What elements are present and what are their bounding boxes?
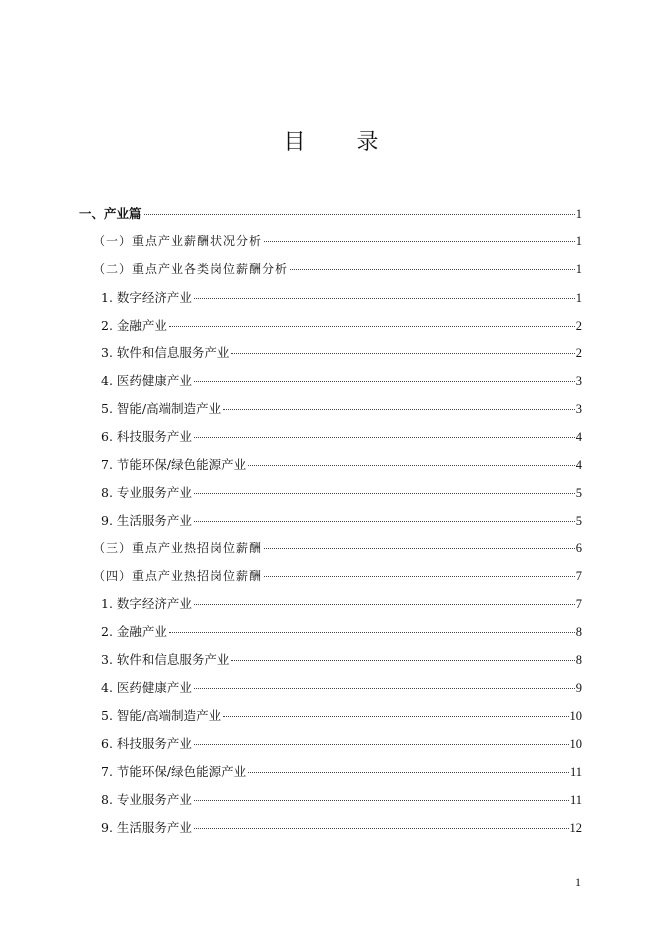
- toc-dot-leader: [194, 800, 569, 801]
- toc-entry-page: 11: [569, 764, 582, 779]
- toc-entry-label: 8. 专业服务产业: [101, 484, 192, 500]
- toc-entry[interactable]: [79, 730, 582, 758]
- toc-entry[interactable]: [79, 563, 582, 591]
- toc-dot-leader: [248, 772, 569, 773]
- toc-dot-leader: [194, 828, 569, 829]
- toc-entry-label: 一、产业篇: [79, 206, 142, 221]
- toc-entry-page: 1: [575, 233, 582, 248]
- toc-entry[interactable]: [79, 367, 582, 395]
- toc-entry-page: 2: [575, 346, 582, 361]
- toc-entry[interactable]: [79, 228, 582, 256]
- toc-entry-label: 6. 科技服务产业: [101, 429, 192, 445]
- toc-entry[interactable]: [79, 451, 582, 479]
- toc-entry[interactable]: [79, 618, 582, 646]
- toc-entry-label: （二）重点产业各类岗位薪酬分析: [93, 261, 289, 276]
- toc-entry-page: 7: [575, 597, 582, 612]
- toc-entry[interactable]: [79, 674, 582, 702]
- toc-dot-leader: [264, 241, 575, 242]
- toc-entry-label: （三）重点产业热招岗位薪酬: [93, 540, 263, 555]
- toc-entry-page: 8: [575, 625, 582, 640]
- toc-dot-leader: [194, 744, 569, 745]
- toc-entry-label: （四）重点产业热招岗位薪酬: [93, 568, 263, 583]
- toc-dot-leader: [231, 353, 574, 354]
- toc-entry-label: 2. 金融产业: [101, 317, 167, 333]
- toc-dot-leader: [290, 269, 575, 270]
- toc-entry[interactable]: [79, 786, 582, 814]
- toc-entry-label: 1. 数字经济产业: [101, 289, 192, 305]
- toc-entry-label: 5. 智能/高端制造产业: [101, 401, 222, 417]
- toc-dot-leader: [169, 632, 575, 633]
- toc-entry[interactable]: [79, 758, 582, 786]
- toc-entry-label: 4. 医药健康产业: [101, 373, 192, 389]
- toc-entry-page: 9: [575, 681, 582, 696]
- toc-entry-page: 1: [575, 207, 582, 221]
- toc-entry[interactable]: [79, 590, 582, 618]
- toc-entry[interactable]: [79, 256, 582, 284]
- toc-dot-leader: [194, 381, 575, 382]
- toc-entry-page: 10: [569, 709, 582, 724]
- toc-entry-page: 4: [575, 430, 582, 445]
- toc-dot-leader: [169, 326, 575, 327]
- toc-entry-label: 8. 专业服务产业: [101, 791, 192, 807]
- toc-dot-leader: [144, 214, 575, 215]
- toc-entry-label: 3. 软件和信息服务产业: [101, 652, 230, 668]
- toc-entry-label: 3. 软件和信息服务产业: [101, 345, 230, 361]
- toc-entry-page: 3: [575, 374, 582, 389]
- toc-entry-page: 5: [575, 485, 582, 500]
- toc-entry-label: 7. 节能环保/绿色能源产业: [101, 763, 247, 779]
- toc-dot-leader: [248, 465, 575, 466]
- page-number: 1: [575, 875, 581, 889]
- toc-dot-leader: [264, 548, 575, 549]
- toc-entry-label: 9. 生活服务产业: [101, 512, 192, 528]
- toc-entry[interactable]: [79, 200, 582, 228]
- toc-entry-page: 2: [575, 318, 582, 333]
- toc-entry[interactable]: [79, 284, 582, 312]
- toc-entry-page: 7: [575, 568, 582, 583]
- toc-dot-leader: [194, 688, 575, 689]
- toc-entry-label: 6. 科技服务产业: [101, 735, 192, 751]
- toc-dot-leader: [194, 437, 575, 438]
- toc-entry[interactable]: [79, 814, 582, 842]
- toc-dot-leader: [231, 660, 574, 661]
- page-title: 目 录: [283, 129, 401, 155]
- toc-entry-label: 1. 数字经济产业: [101, 596, 192, 612]
- toc-entry[interactable]: [79, 507, 582, 535]
- toc-entry-page: 12: [569, 820, 582, 835]
- toc-entry[interactable]: [79, 395, 582, 423]
- toc-entry-label: 7. 节能环保/绿色能源产业: [101, 457, 247, 473]
- toc-entry[interactable]: [79, 535, 582, 563]
- toc-dot-leader: [194, 298, 575, 299]
- toc-entry-page: 4: [575, 458, 582, 473]
- toc-entry-label: 2. 金融产业: [101, 624, 167, 640]
- toc-entry[interactable]: [79, 702, 582, 730]
- toc-entry[interactable]: [79, 646, 582, 674]
- toc-entry-page: 6: [575, 540, 582, 555]
- toc-entry[interactable]: [79, 312, 582, 340]
- toc-entry-page: 1: [575, 261, 582, 276]
- toc-dot-leader: [223, 716, 568, 717]
- toc-dot-leader: [194, 493, 575, 494]
- toc-entry-page: 3: [575, 402, 582, 417]
- toc-dot-leader: [264, 576, 575, 577]
- toc-entry-label: 5. 智能/高端制造产业: [101, 708, 222, 724]
- table-of-contents: [79, 200, 582, 841]
- toc-entry-page: 11: [569, 792, 582, 807]
- toc-dot-leader: [194, 604, 575, 605]
- toc-entry-label: 4. 医药健康产业: [101, 680, 192, 696]
- toc-entry[interactable]: [79, 479, 582, 507]
- toc-entry-page: 10: [569, 736, 582, 751]
- toc-entry-label: （一）重点产业薪酬状况分析: [93, 233, 263, 248]
- toc-entry[interactable]: [79, 423, 582, 451]
- toc-entry-label: 9. 生活服务产业: [101, 819, 192, 835]
- toc-entry[interactable]: [79, 339, 582, 367]
- toc-dot-leader: [194, 521, 575, 522]
- toc-entry-page: 5: [575, 513, 582, 528]
- toc-entry-page: 8: [575, 653, 582, 668]
- toc-dot-leader: [223, 409, 575, 410]
- toc-entry-page: 1: [575, 290, 582, 305]
